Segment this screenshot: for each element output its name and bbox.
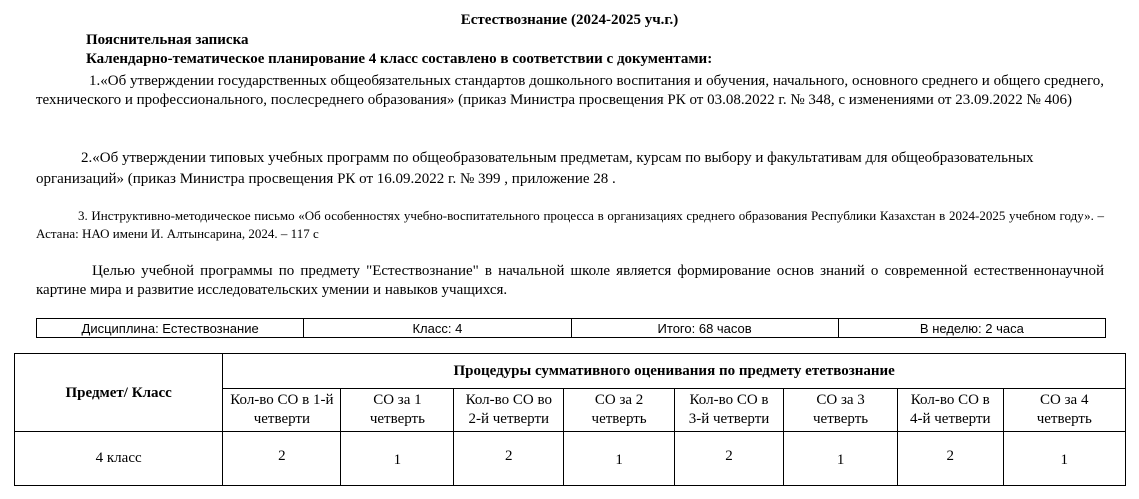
table-cell (564, 432, 675, 486)
column-header: СО за 2 четверть (564, 389, 675, 432)
document-title: Естествознание (2024-2025 уч.г.) (460, 12, 679, 28)
table-cell (341, 432, 454, 486)
paragraph-standards: 1.«Об утверждении государственных общеобязательных стандартов дошкольного воспитания и обучения, начального, основного среднего и общего среднего, технического и профессионального, послесреднего образования» (приказ Министра просвещения РК от 03.08.2022 г. № 348, с изменениями от 23.09.2022 № 406) (36, 73, 1104, 108)
table-cell (454, 432, 564, 486)
paragraph-letter: 3. Инструктивно-методическое письмо «Об особенностях учебно-воспитательного процесса в организациях среднего образования Республики Казахстан в 2024-2025 учебном году». – Астана: НАО имени И. Алтынсарина, 2024. – 117 с (36, 208, 1104, 241)
planning-heading: Календарно-тематическое планирование 4 класс составлено в соответствии с документами: (86, 51, 713, 67)
table-row (15, 432, 1126, 486)
discipline-cell: Дисциплина: Естествознание (37, 319, 304, 338)
total-hours-cell: Итого: 68 часов (571, 319, 838, 338)
paragraph-programs: 2.«Об утверждении типовых учебных программ по общеобразовательным предметам, курсам по выбору и факультативам для общеобразовательных организаций» (приказ Министра просвещения РК от 16.09.2022 г. № 399 , приложение 28 . (36, 150, 1034, 187)
column-header: Кол-во СО во 2-й четверти (454, 389, 564, 432)
subject-class-header: Предмет/ Класс (15, 354, 223, 432)
column-header: СО за 4 четверть (1003, 389, 1126, 432)
column-header: СО за 3 четверть (784, 389, 898, 432)
grade-cell: Класс: 4 (304, 319, 571, 338)
table-cell (223, 432, 341, 486)
summative-assessment-table (14, 353, 1126, 486)
column-header: Кол-во СО в 3-й четверти (674, 389, 783, 432)
table-cell (1003, 432, 1126, 486)
table-cell (898, 432, 1003, 486)
table-cell (674, 432, 783, 486)
explanatory-note-heading: Пояснительная записка (86, 32, 249, 48)
weekly-hours-cell: В неделю: 2 часа (838, 319, 1105, 338)
cell-value: 1 (393, 452, 402, 468)
cell-value: 1 (615, 452, 623, 468)
summative-group-header: Процедуры суммативного оценивания по предмету ететвознание (223, 354, 1126, 389)
cell-value: 1 (1060, 452, 1068, 468)
cell-value: 1 (836, 452, 845, 468)
paragraph-goal: Целью учебной программы по предмету "Естествознание" в начальной школе является формирование основ знаний о современной естественнонаучной картине мира и развитие исследовательских умении и навыков учащихся. (36, 263, 1104, 298)
column-header: Кол-во СО в 4-й четверти (898, 389, 1003, 432)
cell-value: 2 (946, 448, 955, 464)
discipline-info-table (36, 318, 1106, 338)
cell-value: 2 (725, 448, 733, 464)
table-cell (784, 432, 898, 486)
column-header: СО за 1 четверть (341, 389, 454, 432)
column-header: Кол-во СО в 1-й четверти (223, 389, 341, 432)
cell-value: 2 (505, 448, 513, 464)
row-subject: 4 класс (15, 432, 223, 486)
cell-value: 2 (278, 448, 286, 464)
